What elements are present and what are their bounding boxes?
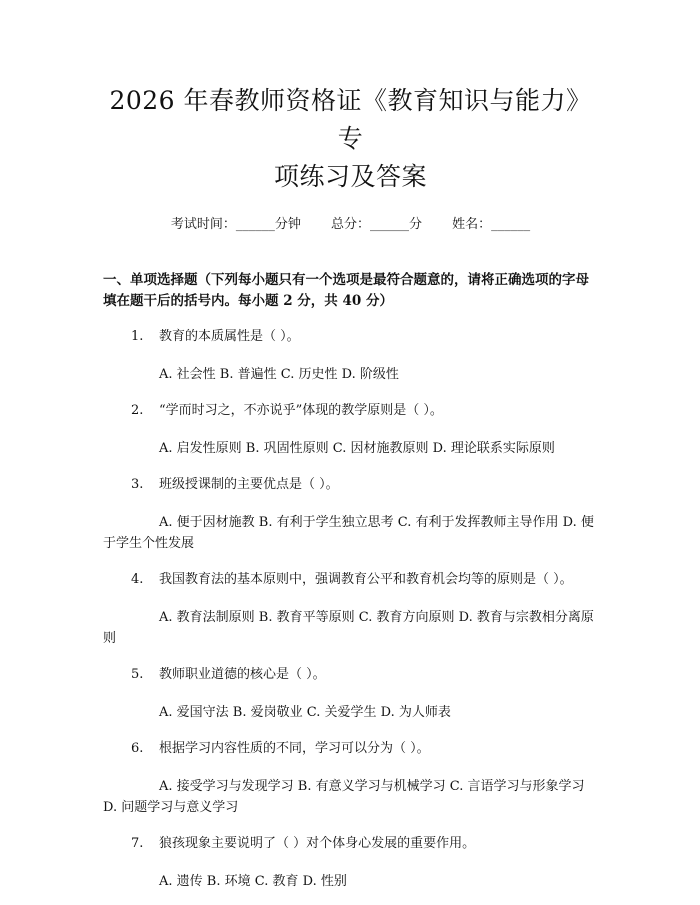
- question-text: 教师职业道德的核心是（ ）。: [159, 667, 326, 682]
- question-number: 4.: [131, 572, 144, 587]
- question-text: 教育的本质属性是（ ）。: [159, 329, 300, 344]
- name-field: 姓名：______: [452, 217, 531, 232]
- page-title: [103, 0, 598, 196]
- question-number: 7.: [131, 836, 144, 851]
- question-stem: [103, 400, 598, 421]
- question-number: 5.: [131, 667, 144, 682]
- question-number: 1.: [131, 329, 144, 344]
- question-stem: [103, 833, 598, 854]
- question-item: [103, 569, 598, 649]
- question-number: 2.: [131, 403, 144, 418]
- question-stem: [103, 569, 598, 590]
- question-options: A. 便于因材施教 B. 有利于学生独立思考 C. 有利于发挥教师主导作用 D. 便于学生个性发展: [103, 515, 594, 551]
- exam-time-field: 考试时间：______分钟: [170, 217, 301, 232]
- question-item: [103, 400, 598, 459]
- question-stem: [103, 326, 598, 347]
- question-stem: [103, 664, 598, 685]
- question-item: [103, 738, 598, 818]
- question-options: A. 社会性 B. 普遍性 C. 历史性 D. 阶级性: [159, 367, 399, 382]
- question-text: “学而时习之，不亦说乎”体现的教学原则是（ ）。: [159, 403, 443, 418]
- question-options: A. 教育法制原则 B. 教育平等原则 C. 教育方向原则 D. 教育与宗教相分离原则: [103, 610, 594, 646]
- question-stem: [103, 474, 598, 495]
- question-options: A. 遗传 B. 环境 C. 教育 D. 性别: [159, 874, 347, 889]
- question-number: 3.: [131, 477, 144, 492]
- question-stem: [103, 738, 598, 759]
- section-heading: 一、单项选择题（下列每小题只有一个选项是最符合题意的，请将正确选项的字母填在题干后的括号内。每小题 2 分，共 40 分）: [103, 272, 589, 309]
- title-line-1: 2026 年春教师资格证《教育知识与能力》专: [109, 86, 592, 153]
- question-list: [103, 326, 598, 892]
- question-item: [103, 326, 598, 385]
- question-text: 狼孩现象主要说明了（ ）对个体身心发展的重要作用。: [159, 836, 476, 851]
- question-text: 根据学习内容性质的不同，学习可以分为（ ）。: [159, 741, 430, 756]
- question-number: 6.: [131, 741, 144, 756]
- question-item: [103, 664, 598, 723]
- question-text: 我国教育法的基本原则中，强调教育公平和教育机会均等的原则是（ ）。: [159, 572, 573, 587]
- question-options: A. 启发性原则 B. 巩固性原则 C. 因材施教原则 D. 理论联系实际原则: [159, 441, 555, 456]
- total-score-field: 总分：______分: [330, 217, 422, 232]
- question-item: [103, 833, 598, 892]
- title-line-2: 项练习及答案: [273, 162, 427, 191]
- question-options: A. 接受学习与发现学习 B. 有意义学习与机械学习 C. 言语学习与形象学习 D. 问题学习与意义学习: [103, 779, 585, 815]
- question-item: [103, 474, 598, 554]
- question-text: 班级授课制的主要优点是（ ）。: [159, 477, 339, 492]
- question-options: A. 爱国守法 B. 爱岗敬业 C. 关爱学生 D. 为人师表: [159, 705, 451, 720]
- exam-meta: [103, 215, 598, 235]
